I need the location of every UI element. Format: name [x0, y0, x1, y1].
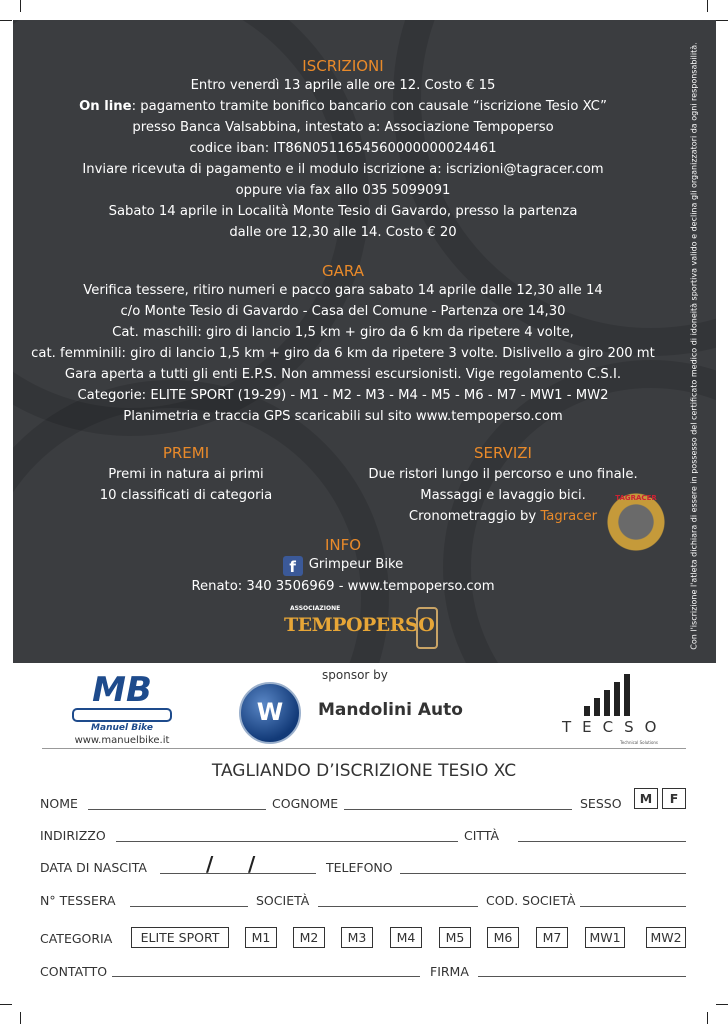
iscrizioni-line-3: presso Banca Valsabbina, intestato a: Associazione Tempoperso: [132, 120, 554, 135]
premi-heading: PREMI: [162, 444, 210, 462]
mb-logo-text: MB: [92, 670, 152, 710]
cognome-label: COGNOME: [272, 796, 339, 811]
gara-section: [13, 262, 673, 427]
form-title: TAGLIANDO D’ISCRIZIONE TESIO XC: [211, 761, 517, 781]
telefono-label: TELEFONO: [326, 860, 393, 875]
iscrizioni-line-6: oppure via fax allo 035 5099091: [235, 183, 451, 198]
crop-mark: [716, 20, 728, 21]
tecso-subtitle: Technical Solutions: [620, 740, 659, 745]
iscrizioni-line-8: dalle ore 12,30 alle 14. Costo € 20: [229, 225, 457, 240]
crop-mark: [716, 1004, 728, 1005]
tecso-logo: TECSO: [562, 718, 668, 736]
cod-societa-field[interactable]: [580, 906, 686, 907]
category-box-m2[interactable]: M2: [293, 927, 325, 948]
servizi-line-1: Due ristori lungo il percorso e uno finale.: [368, 467, 638, 482]
vw-logo: [239, 682, 301, 744]
firma-field[interactable]: [478, 976, 686, 977]
category-box-m3[interactable]: M3: [341, 927, 373, 948]
cognome-field[interactable]: [344, 809, 572, 810]
liability-note-text: Con l'iscrizione l'atleta dichiara di essere in possesso del certificato medico di idoneità sportiva valido e declina gli organizzatori da ogni responsabilità.: [689, 42, 699, 650]
societa-label: SOCIETÀ: [256, 893, 310, 908]
sponsor-label: sponsor by: [322, 668, 388, 682]
timing-prefix: Cronometraggio by: [408, 509, 541, 524]
mb-url[interactable]: www.manuelbike.it: [74, 735, 170, 746]
sesso-label: SESSO: [580, 796, 622, 811]
date-separator: /: [248, 852, 256, 876]
facebook-line: [13, 554, 673, 576]
facebook-page[interactable]: Grimpeur Bike: [308, 557, 404, 572]
category-box-mw2[interactable]: MW2: [646, 927, 686, 948]
manuel-bike-logo: [62, 672, 182, 747]
premi-section: [86, 443, 286, 506]
servizi-line-3: [363, 506, 643, 527]
gara-heading: GARA: [322, 262, 364, 280]
citta-field[interactable]: [518, 841, 686, 842]
nome-label: NOME: [40, 796, 78, 811]
online-label: On line: [79, 99, 132, 114]
tessera-label: N° TESSERA: [40, 893, 116, 908]
indirizzo-label: INDIRIZZO: [40, 828, 106, 843]
premi-line-1: Premi in natura ai primi: [108, 467, 264, 482]
tempoperso-logo: [284, 605, 444, 649]
mb-name: Manuel Bike: [91, 723, 153, 733]
vw-logo-glyph: W: [256, 698, 284, 726]
facebook-icon[interactable]: f: [283, 556, 303, 576]
category-box-m7[interactable]: M7: [536, 927, 568, 948]
telefono-field[interactable]: [400, 873, 686, 874]
crop-mark: [707, 0, 708, 12]
tessera-field[interactable]: [130, 906, 248, 907]
category-box-elite-sport[interactable]: ELITE SPORT: [131, 927, 229, 948]
info-contact: Renato: 340 3506969 - www.tempoperso.com: [191, 579, 495, 594]
divider: [42, 748, 686, 749]
crop-mark: [0, 20, 12, 21]
iscrizioni-line-4: codice iban: IT86N0511654560000000024461: [189, 141, 497, 156]
gara-line-7: Planimetria e traccia GPS scaricabili sul sito www.tempoperso.com: [123, 409, 563, 424]
info-heading: INFO: [324, 536, 362, 554]
servizi-heading: SERVIZI: [474, 444, 532, 462]
data-nascita-field[interactable]: [160, 873, 316, 874]
indirizzo-field[interactable]: [116, 841, 458, 842]
crop-mark: [20, 1012, 21, 1024]
liability-note: [686, 40, 702, 652]
info-section: [13, 536, 673, 597]
crop-mark: [20, 0, 21, 12]
category-box-m1[interactable]: M1: [245, 927, 277, 948]
iscrizioni-heading: ISCRIZIONI: [302, 57, 384, 75]
gara-line-3: Cat. maschili: giro di lancio 1,5 km + giro da 6 km da ripetere 4 volte,: [112, 325, 574, 340]
tempoperso-logo-small: ASSOCIAZIONE: [290, 605, 341, 612]
premi-line-2: 10 classificati di categoria: [99, 488, 273, 503]
firma-label: FIRMA: [430, 964, 469, 979]
sesso-f-box[interactable]: F: [662, 788, 686, 809]
tecso-bars-icon: [584, 670, 642, 716]
citta-label: CITTÀ: [464, 828, 500, 843]
category-box-m4[interactable]: M4: [390, 927, 422, 948]
crop-mark: [707, 1012, 708, 1024]
cod-societa-label: COD. SOCIETÀ: [486, 893, 576, 908]
contatto-label: CONTATTO: [40, 964, 108, 979]
date-separator: /: [206, 852, 214, 876]
tempoperso-logo-text: TEMPOPERSO: [284, 614, 435, 636]
hourglass-icon: [416, 607, 438, 649]
iscrizioni-line-2: [13, 96, 673, 117]
category-box-m6[interactable]: M6: [487, 927, 519, 948]
iscrizioni-section: [13, 57, 673, 243]
gara-line-1: Verifica tessere, ritiro numeri e pacco gara sabato 14 aprile dalle 12,30 alle 14: [83, 283, 603, 298]
category-box-m5[interactable]: M5: [439, 927, 471, 948]
online-text: : pagamento tramite bonifico bancario con causale “iscrizione Tesio XC”: [131, 99, 607, 114]
iscrizioni-line-5: Inviare ricevuta di pagamento e il modulo iscrizione a: iscrizioni@tagracer.com: [82, 162, 604, 177]
servizi-line-2: Massaggi e lavaggio bici.: [420, 488, 586, 503]
gara-line-4: cat. femminili: giro di lancio 1,5 km + giro da 6 km da ripetere 3 volte. Dislivello a giro 200 mt: [31, 346, 655, 361]
gara-line-6: Categorie: ELITE SPORT (19-29) - M1 - M2 - M3 - M4 - M5 - M6 - M7 - MW1 - MW2: [77, 388, 609, 403]
mandolini-auto: Mandolini Auto: [318, 700, 463, 720]
nome-field[interactable]: [88, 809, 266, 810]
crop-mark: [0, 1004, 12, 1005]
chain-icon: [72, 708, 172, 722]
tagracer-badge-text: TAGRACER: [615, 494, 657, 502]
contatto-field[interactable]: [112, 976, 420, 977]
sesso-m-box[interactable]: M: [634, 788, 658, 809]
category-box-mw1[interactable]: MW1: [585, 927, 625, 948]
gara-line-2: c/o Monte Tesio di Gavardo - Casa del Comune - Partenza ore 14,30: [120, 304, 566, 319]
data-nascita-label: DATA DI NASCITA: [40, 860, 147, 875]
iscrizioni-line-7: Sabato 14 aprile in Località Monte Tesio di Gavardo, presso la partenza: [108, 204, 578, 219]
societa-field[interactable]: [318, 906, 478, 907]
iscrizioni-line-1: Entro venerdì 13 aprile alle ore 12. Costo € 15: [190, 78, 496, 93]
categoria-label: CATEGORIA: [40, 931, 113, 946]
tagracer-link[interactable]: Tagracer: [540, 509, 598, 524]
gara-line-5: Gara aperta a tutti gli enti E.P.S. Non ammessi escursionisti. Vige regolamento C.S.I.: [64, 367, 622, 382]
servizi-section: [363, 443, 643, 527]
